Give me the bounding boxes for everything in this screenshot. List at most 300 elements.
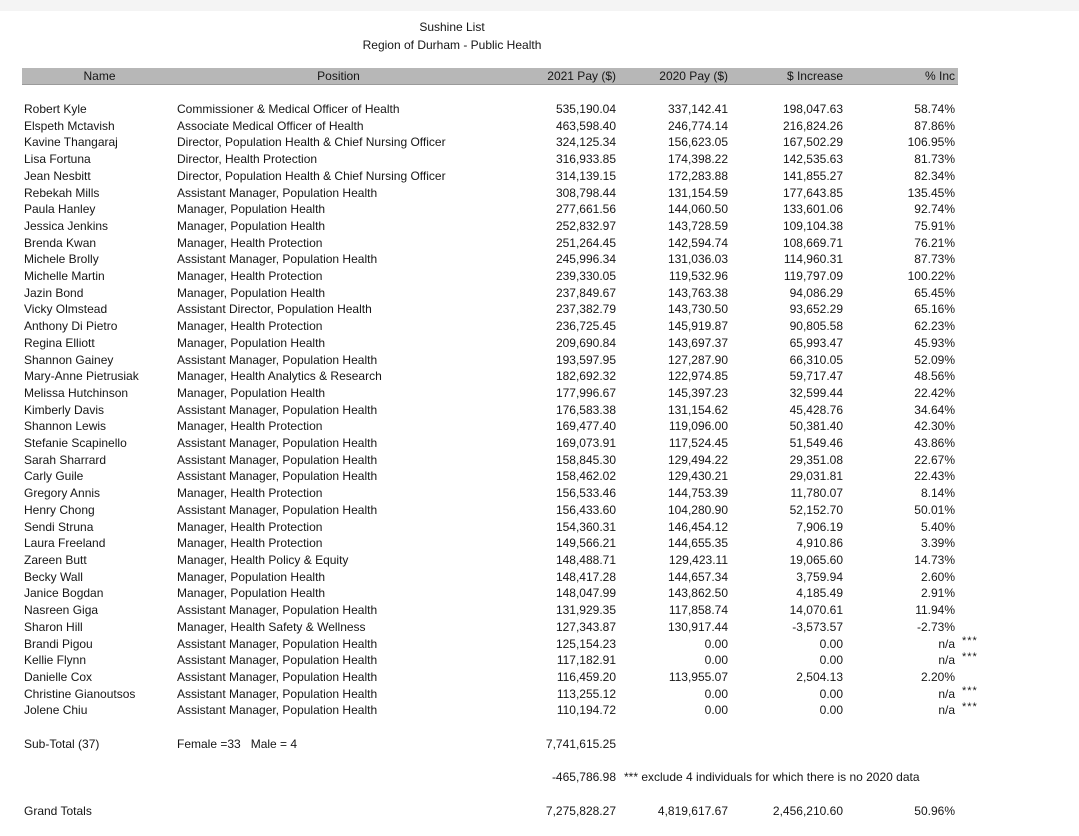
employee-name: Brenda Kwan [24,235,97,250]
pay-2021-value: 117,182.91 [556,653,616,668]
table-row [0,151,1079,168]
pay-2021-value: 324,125.34 [555,135,616,150]
grand-total-2021-pay: 7,275,828.27 [545,804,616,818]
increase-value: 167,502.29 [782,135,843,150]
pay-2021-value: 156,533.46 [555,486,616,501]
table-header-row [22,68,958,85]
table-row [0,101,1079,118]
employee-position: Assistant Manager, Population Health [177,603,378,618]
pay-2021-value: 251,264.45 [555,235,616,250]
no-2020-data-flag [955,332,989,349]
employee-name: Sarah Sharrard [24,452,107,467]
pay-2020-value: 337,142.41 [667,102,728,116]
employee-name: Paula Hanley [24,202,96,217]
increase-value: 32,599.44 [789,385,843,400]
pay-2020-value: 129,423.11 [668,552,728,567]
pay-2020-value: 174,398.22 [667,152,728,167]
employee-name: Stefanie Scapinello [24,436,127,451]
table-row [0,235,1079,252]
pay-2020-value: 0.00 [704,703,728,718]
increase-value: 142,535.63 [782,152,843,167]
pay-2021-value: 127,343.87 [555,619,616,634]
table-row [0,702,1079,719]
pay-2021-value: 156,433.60 [555,502,616,517]
employee-position: Assistant Manager, Population Health [177,436,378,451]
increase-value: 0.00 [819,686,843,701]
grand-totals-label: Grand Totals [24,804,92,818]
pay-2021-value: 176,583.38 [555,402,616,417]
table-row [0,318,1079,335]
employee-name: Lisa Fortuna [24,152,91,167]
pay-2020-value: 145,919.87 [667,319,728,334]
table-row [0,402,1079,419]
table-row [0,418,1079,435]
employee-position: Assistant Manager, Population Health [177,686,378,701]
employee-position: Assistant Manager, Population Health [177,469,378,484]
pct-inc-value: 65.45% [914,285,955,300]
no-2020-data-flag [955,666,989,683]
pct-inc-value: 48.56% [914,369,955,384]
employee-position: Manager, Health Protection [177,536,323,551]
no-2020-data-flag [955,148,989,165]
pay-2020-value: 143,862.50 [667,586,728,601]
no-2020-data-flag [955,465,989,482]
increase-value: 7,906.19 [796,519,843,534]
pay-2021-value: 252,832.97 [555,218,616,233]
pay-2020-value: 117,858.74 [668,603,728,618]
pay-2021-value: 237,382.79 [555,302,616,317]
employee-position: Manager, Health Protection [177,419,323,434]
increase-value: 109,104.38 [782,218,843,233]
pay-2020-value: 0.00 [704,653,728,668]
employee-position: Manager, Health Protection [177,519,323,534]
table-row [0,368,1079,385]
no-2020-data-flag [955,198,989,215]
pay-2021-value: 314,139.15 [555,168,616,183]
no-2020-data-flag [955,165,989,182]
employee-position: Manager, Population Health [177,218,326,233]
pay-2021-value: 125,154.23 [555,636,616,651]
employee-name: Kavine Thangaraj [24,135,118,150]
pay-2020-value: 144,753.39 [667,486,728,501]
increase-value: 0.00 [819,636,843,651]
employee-position: Assistant Manager, Population Health [177,252,378,267]
no-2020-data-flag [955,349,989,366]
pct-inc-value: 2.20% [920,669,955,684]
pay-2021-value: 209,690.84 [555,335,616,350]
no-2020-data-flag [955,616,989,633]
increase-value: 29,351.08 [789,452,843,467]
increase-value: 133,601.06 [782,202,843,217]
employee-name: Carly Guile [24,469,84,484]
employee-position: Manager, Population Health [177,285,326,300]
employee-position: Director, Population Health & Chief Nursing Officer [177,168,446,183]
employee-name: Michele Brolly [24,252,99,267]
pay-2021-value: 149,566.21 [555,536,616,551]
pct-inc-value: 45.93% [914,335,955,350]
employee-name: Rebekah Mills [24,185,100,200]
pct-inc-value: 52.09% [914,352,955,367]
pct-inc-value: 5.40% [920,519,955,534]
employee-name: Laura Freeland [24,536,106,551]
pct-inc-value: 92.74% [914,202,955,217]
pct-inc-value: 3.39% [920,536,955,551]
pay-2020-value: 129,430.21 [667,469,728,484]
pay-2021-value: 154,360.31 [555,519,616,534]
employee-name: Kellie Flynn [24,653,87,668]
pct-inc-value: 82.34% [914,168,955,183]
table-body [0,101,1079,719]
pay-2020-value: 143,728.59 [667,218,728,233]
increase-value: 216,824.26 [782,118,843,133]
pay-2021-value: 169,073.91 [555,436,616,451]
pay-2020-value: 144,655.35 [667,536,728,551]
no-2020-data-flag [955,131,989,148]
column-header-increase: $ Increase [786,69,843,83]
no-2020-data-flag [955,365,989,382]
employee-position: Manager, Health Protection [177,269,323,284]
pay-2020-value: 143,730.50 [667,302,728,317]
no-2020-data-flag [955,282,989,299]
increase-value: 3,759.94 [796,569,843,584]
pay-2021-value: 158,462.02 [555,469,616,484]
employee-name: Kimberly Davis [24,402,105,417]
table-row [0,352,1079,369]
employee-position: Assistant Manager, Population Health [177,402,378,417]
pct-inc-value: 50.01% [914,502,955,517]
employee-position: Assistant Manager, Population Health [177,185,378,200]
pct-inc-value: 75.91% [914,218,955,233]
pay-2020-value: 104,280.90 [667,502,728,517]
pay-2020-value: 146,454.12 [667,519,728,534]
pay-2021-value: 116,459.20 [556,669,616,684]
employee-name: Christine Gianoutsos [24,686,136,701]
no-2020-data-flag: *** [962,651,978,664]
pct-inc-value: 87.86% [914,118,955,133]
pay-2021-value: 308,798.44 [555,185,616,200]
increase-value: 66,310.05 [789,352,843,367]
window-chrome-strip [0,0,1079,11]
no-2020-data-flag: *** [962,701,978,714]
no-2020-data-flag: *** [962,634,978,647]
pct-inc-value: 14.73% [914,552,955,567]
pct-inc-value: n/a [938,686,955,701]
title-block [0,19,904,53]
employee-name: Robert Kyle [24,102,87,116]
employee-name: Henry Chong [24,502,95,517]
pay-2020-value: 145,397.23 [667,385,728,400]
no-2020-data-flag [955,432,989,449]
increase-value: 59,717.47 [789,369,843,384]
employee-name: Sendi Struna [24,519,94,534]
no-2020-data-flag [955,298,989,315]
employee-name: Melissa Hutchinson [24,385,129,400]
no-2020-data-flag [955,415,989,432]
exclusion-amount: -465,786.98 [551,770,616,784]
pct-inc-value: 106.95% [907,135,955,150]
table-row [0,602,1079,619]
pay-2021-value: 148,047.99 [555,586,616,601]
employee-name: Elspeth Mctavish [24,118,115,133]
increase-value: 198,047.63 [782,102,843,116]
table-row [0,502,1079,519]
no-2020-data-flag [955,265,989,282]
increase-value: 19,065.60 [789,552,843,567]
pct-inc-value: 100.22% [907,269,955,284]
grand-total-increase: 2,456,210.60 [772,804,843,818]
employee-name: Anthony Di Pietro [24,319,118,334]
employee-position: Assistant Manager, Population Health [177,703,378,718]
table-row [0,569,1079,586]
employee-name: Nasreen Giga [24,603,99,618]
pay-2020-value: 131,154.59 [667,185,728,200]
table-row [0,251,1079,268]
table-row [0,619,1079,636]
table-row [0,168,1079,185]
no-2020-data-flag [955,449,989,466]
no-2020-data-flag [955,215,989,232]
increase-value: 29,031.81 [789,469,843,484]
employee-name: Jolene Chiu [24,703,88,718]
no-2020-data-flag [955,399,989,416]
table-row [0,185,1079,202]
table-row [0,485,1079,502]
table-row [0,268,1079,285]
pct-inc-value: 42.30% [914,419,955,434]
grand-total-2020-pay: 4,819,617.67 [657,804,728,818]
pct-inc-value: 58.74% [914,102,955,116]
table-row [0,385,1079,402]
employee-name: Becky Wall [24,569,83,584]
employee-name: Brandi Pigou [24,636,93,651]
pct-inc-value: 22.43% [914,469,955,484]
subtotal-2021-pay: 7,741,615.25 [545,737,616,751]
increase-value: 90,805.58 [789,319,843,334]
employee-position: Manager, Health Policy & Equity [177,552,349,567]
increase-value: 108,669.71 [782,235,843,250]
employee-position: Assistant Manager, Population Health [177,653,378,668]
employee-name: Danielle Cox [24,669,93,684]
exclusion-note-row [0,769,1079,785]
table-row [0,552,1079,569]
employee-position: Assistant Manager, Population Health [177,636,378,651]
pay-2020-value: 127,287.90 [667,352,728,367]
employee-position: Manager, Population Health [177,335,326,350]
column-header-2021-pay: 2021 Pay ($) [547,69,616,83]
employee-position: Assistant Manager, Population Health [177,452,378,467]
no-2020-data-flag [955,482,989,499]
pay-2021-value: 148,417.28 [555,569,616,584]
employee-position: Manager, Health Protection [177,319,323,334]
pct-inc-value: 2.91% [920,586,955,601]
report-subtitle: Region of Durham - Public Health [362,38,542,52]
employee-position: Manager, Population Health [177,586,326,601]
pay-2021-value: 177,996.67 [555,385,616,400]
pay-2021-value: 535,190.04 [555,102,616,116]
increase-value: 50,381.40 [789,419,843,434]
pct-inc-value: 81.73% [914,152,955,167]
pay-2020-value: 131,154.62 [667,402,728,417]
pct-inc-value: 62.23% [914,319,955,334]
pay-2020-value: 0.00 [704,686,728,701]
pay-2021-value: 131,929.35 [555,603,616,618]
pay-2020-value: 144,657.34 [667,569,728,584]
no-2020-data-flag [955,248,989,265]
pay-2020-value: 129,494.22 [667,452,728,467]
employee-name: Shannon Lewis [24,419,107,434]
pct-inc-value: n/a [938,636,955,651]
pay-2020-value: 117,524.45 [668,436,728,451]
no-2020-data-flag [955,599,989,616]
pct-inc-value: 22.42% [914,385,955,400]
increase-value: 45,428.76 [789,402,843,417]
pay-2020-value: 130,917.44 [667,619,728,634]
pay-2020-value: 119,532.96 [668,269,728,284]
pay-2021-value: 193,597.95 [555,352,616,367]
no-2020-data-flag [955,549,989,566]
employee-name: Jean Nesbitt [24,168,91,183]
employee-position: Associate Medical Officer of Health [177,118,364,133]
table-row [0,218,1079,235]
report-title: Sushine List [419,20,485,34]
increase-value: 11,780.07 [790,486,843,501]
column-header-position: Position [317,69,360,83]
subtotal-label: Sub-Total (37) [24,737,100,751]
employee-name: Vicky Olmstead [24,302,108,317]
pct-inc-value: 65.16% [914,302,955,317]
table-row [0,285,1079,302]
employee-name: Gregory Annis [24,486,101,501]
subtotal-row [0,736,1079,753]
table-row [0,335,1079,352]
no-2020-data-flag [955,382,989,399]
table-row [0,669,1079,686]
column-header-name: Name [83,69,116,83]
no-2020-data-flag [955,582,989,599]
no-2020-data-flag: *** [962,684,978,697]
increase-value: 94,086.29 [789,285,843,300]
no-2020-data-flag [955,499,989,516]
pay-2020-value: 144,060.50 [667,202,728,217]
pay-2020-value: 122,974.85 [667,369,728,384]
increase-value: 4,910.86 [796,536,843,551]
employee-position: Manager, Population Health [177,202,326,217]
increase-value: -3,573.57 [792,619,843,634]
no-2020-data-flag [955,232,989,249]
pct-inc-value: 135.45% [907,185,955,200]
table-row [0,301,1079,318]
increase-value: 93,652.29 [789,302,843,317]
increase-value: 119,797.09 [783,269,843,284]
no-2020-data-flag [955,315,989,332]
employee-name: Jazin Bond [24,285,84,300]
pct-inc-value: 11.94% [915,603,955,618]
increase-value: 51,549.46 [789,436,843,451]
table-row [0,435,1079,452]
no-2020-data-flag [955,566,989,583]
increase-value: 114,960.31 [783,252,843,267]
employee-position: Manager, Health Analytics & Research [177,369,382,384]
pay-2021-value: 237,849.67 [555,285,616,300]
gender-breakdown: Female =33 Male = 4 [177,737,298,751]
increase-value: 2,504.13 [796,669,843,684]
employee-name: Zareen Butt [24,552,87,567]
grand-totals-row [0,803,1079,820]
employee-position: Manager, Population Health [177,385,326,400]
pay-2020-value: 143,697.37 [667,335,728,350]
exclusion-note-text: *** exclude 4 individuals for which there is no 2020 data [624,770,920,784]
pay-2021-value: 239,330.05 [555,269,616,284]
employee-name: Sharon Hill [24,619,83,634]
table-row [0,134,1079,151]
pay-2020-value: 142,594.74 [667,235,728,250]
employee-position: Director, Population Health & Chief Nursing Officer [177,135,446,150]
pay-2021-value: 110,194.72 [556,703,616,718]
employee-position: Manager, Health Protection [177,235,323,250]
table-row [0,652,1079,669]
pct-inc-value: 8.14% [920,486,955,501]
increase-value: 0.00 [819,703,843,718]
pay-2020-value: 156,623.05 [667,135,728,150]
grand-total-pct-inc: 50.96% [914,804,955,818]
table-row [0,535,1079,552]
pct-inc-value: 76.21% [914,235,955,250]
employee-name: Janice Bogdan [24,586,104,601]
pay-2021-value: 148,488.71 [555,552,616,567]
table-row [0,519,1079,536]
no-2020-data-flag [955,516,989,533]
employee-position: Assistant Manager, Population Health [177,669,378,684]
employee-name: Mary-Anne Pietrusiak [24,369,139,384]
pct-inc-value: n/a [938,703,955,718]
employee-position: Manager, Health Safety & Wellness [177,619,366,634]
pay-2021-value: 245,996.34 [555,252,616,267]
pay-2021-value: 169,477.40 [555,419,616,434]
pct-inc-value: 34.64% [914,402,955,417]
employee-position: Commissioner & Medical Officer of Health [177,102,400,116]
increase-value: 0.00 [819,653,843,668]
employee-position: Assistant Manager, Population Health [177,502,378,517]
pay-2021-value: 158,845.30 [555,452,616,467]
employee-position: Assistant Director, Population Health [177,302,372,317]
no-2020-data-flag [955,98,989,115]
employee-position: Manager, Population Health [177,569,326,584]
increase-value: 141,855.27 [782,168,843,183]
column-header-2020-pay: 2020 Pay ($) [659,69,728,83]
employee-name: Michelle Martin [24,269,105,284]
pct-inc-value: n/a [938,653,955,668]
table-row [0,118,1079,135]
employee-position: Assistant Manager, Population Health [177,352,378,367]
employee-position: Director, Health Protection [177,152,318,167]
pay-2020-value: 113,955.07 [668,669,728,684]
table-row [0,636,1079,653]
pay-2021-value: 113,255.12 [556,686,616,701]
employee-name: Shannon Gainey [24,352,114,367]
pct-inc-value: 87.73% [914,252,955,267]
pay-2021-value: 182,692.32 [555,369,616,384]
increase-value: 52,152.70 [789,502,843,517]
pay-2021-value: 236,725.45 [555,319,616,334]
table-row [0,452,1079,469]
pct-inc-value: 43.86% [914,436,955,451]
no-2020-data-flag [955,182,989,199]
table-row [0,468,1079,485]
increase-value: 65,993.47 [789,335,843,350]
pay-2020-value: 119,096.00 [668,419,728,434]
pay-2020-value: 131,036.03 [667,252,728,267]
employee-name: Regina Elliott [24,335,95,350]
